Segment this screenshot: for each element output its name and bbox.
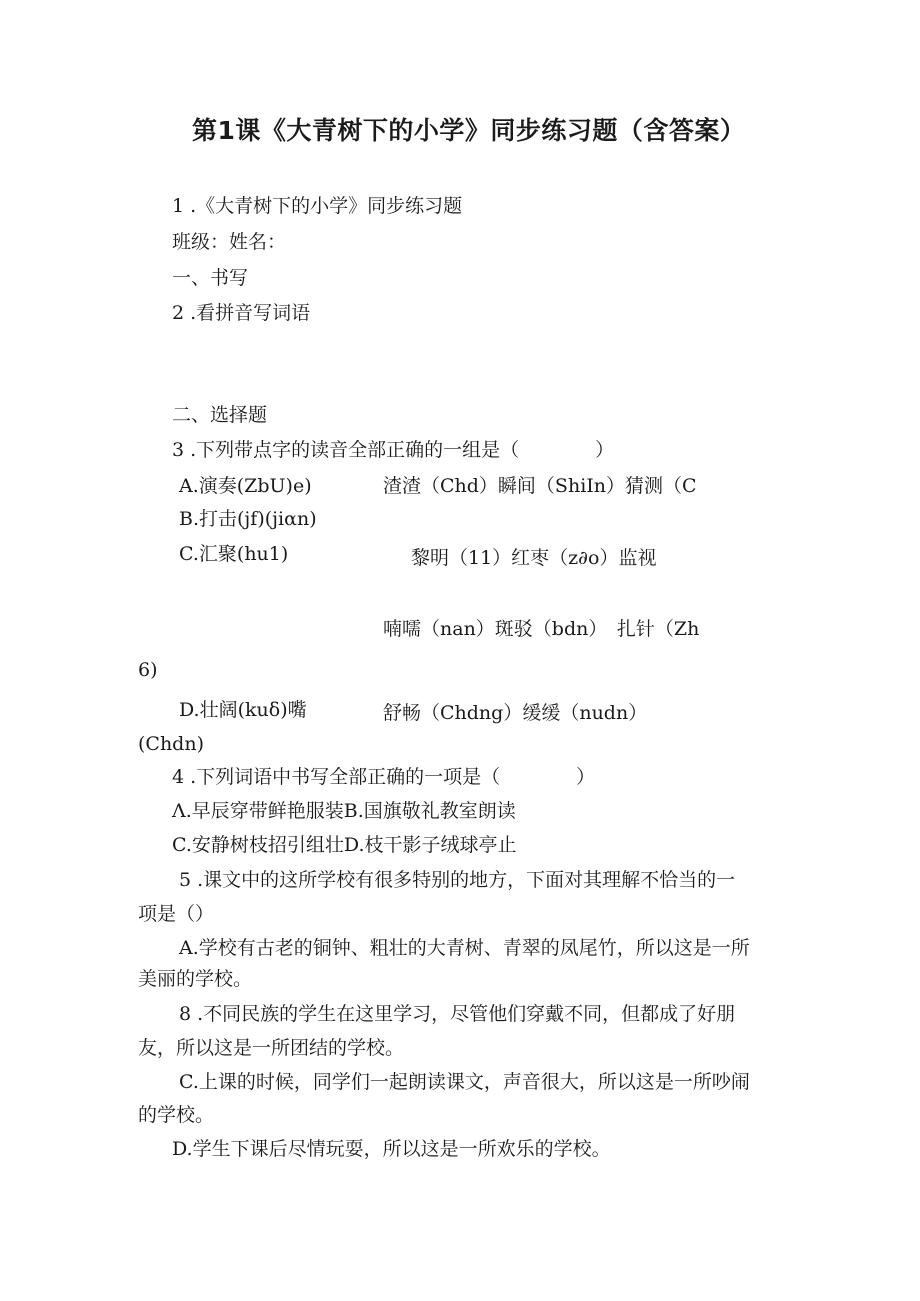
option-3c-left: C.汇聚(hu1)	[179, 543, 289, 565]
question-3: 3 .下列带点字的读音全部正确的一组是（ ）	[172, 439, 615, 461]
option-4cd: C.安静树枝招引组壮D.枝干影子绒球亭止	[172, 834, 517, 856]
section-choice: 二、选择题	[172, 404, 268, 426]
option-3a-left: A.演奏(ZbU)e)	[179, 475, 312, 497]
option-3d-wrap: (Chdn)	[138, 733, 204, 755]
option-3c-wrap: 6)	[138, 659, 158, 681]
option-5b-wrap: 友，所以这是一所团结的学校。	[138, 1037, 405, 1059]
class-name-line: 班级：姓名：	[172, 231, 287, 253]
option-3a-right: 渣渣（Chd）瞬间（ShiIn）猜测（C	[383, 475, 697, 497]
worksheet-heading: 1 .《大青树下的小学》同步练习题	[172, 195, 463, 217]
question-5-wrap: 项是（）	[138, 903, 215, 925]
option-3d-left: D.壮阔(kuδ)嘴	[179, 699, 307, 721]
document-title: 第1课《大青树下的小学》同步练习题（含答案）	[192, 116, 746, 145]
option-5d: D.学生下课后尽情玩耍，所以这是一所欢乐的学校。	[172, 1138, 611, 1160]
question-4: 4 .下列词语中书写全部正确的一项是（ ）	[172, 766, 596, 788]
option-5a: A.学校有古老的铜钟、粗壮的大青树、青翠的凤尾竹，所以这是一所	[179, 937, 750, 959]
option-5c: C.上课的时候，同学们一起朗读课文，声音很大，所以这是一所吵闹	[179, 1071, 750, 1093]
option-5b: 8 .不同民族的学生在这里学习，尽管他们穿戴不同，但都成了好朋	[179, 1003, 736, 1025]
option-3b: B.打击(jf)(jiαn)	[179, 508, 317, 530]
option-3d-right: 舒畅（Chdng）缓缓（nudn）	[383, 702, 648, 724]
option-3c-line2: 喃嚅（nan）斑驳（bdn） 扎针（Zh	[383, 618, 700, 640]
option-3c-right: 黎明（11）红枣（z∂o）监视	[411, 547, 657, 569]
option-5c-wrap: 的学校。	[138, 1104, 215, 1126]
option-4ab: Λ.早辰穿带鲜艳服装B.国旗敬礼教室朗读	[172, 800, 516, 822]
question-2: 2 .看拼音写词语	[172, 302, 311, 324]
section-writing: 一、书写	[172, 267, 249, 289]
option-5a-wrap: 美丽的学校。	[138, 968, 253, 990]
question-5: 5 .课文中的这所学校有很多特别的地方，下面对其理解不恰当的一	[179, 869, 736, 891]
